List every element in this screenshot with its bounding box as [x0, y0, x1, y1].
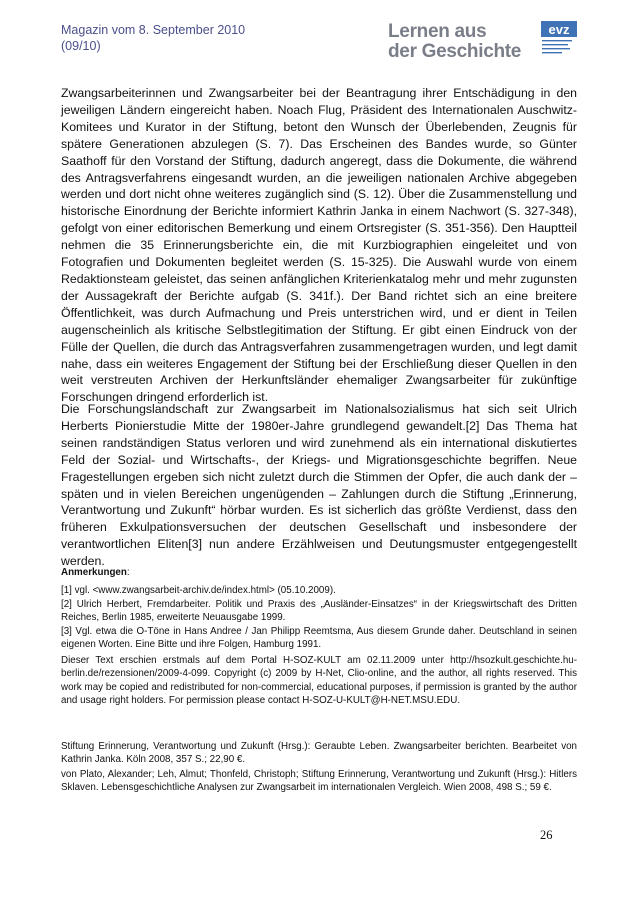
footnote-3: [3] Vgl. etwa die O-Töne in Hans Andree / Jan Philipp Reemtsma, Aus diesem Grunde daher. Deutschland in seinen eigenen Worten. Eine Bitte und ihre Folgen, Hamburg 1991. [61, 626, 577, 651]
page-number: 26 [540, 828, 553, 842]
brand-wordmark [388, 22, 521, 62]
evz-logo [540, 20, 578, 58]
notes-heading [61, 566, 577, 579]
issue-number: (09/10) [61, 39, 101, 53]
brand-line-2: der Geschichte [388, 41, 522, 62]
footnote-2: [2] Ulrich Herbert, Fremdarbeiter. Politik und Praxis des „Ausländer-Einsatzes“ in der Kriegswirtschaft des Dritten Reiches, Berlin 1985, erweiterte Neuausgabe 1999. [61, 599, 577, 624]
body-paragraph-2: Die Forschungslandschaft zur Zwangsarbeit im Nationalsozialismus hat sich seit Ulrich Herberts Pionierstudie Mitte der 1980er-Jahre grundlegend gewandelt.[2] Das Thema hat seinen randständigen Status verloren und wird zunehmend als ein international diskutiertes Feld der Sozial- und Wirtschafts-, der Kriegs- und Migrationsgeschichte begriffen. Neue Fragestellungen ergeben sich nicht zuletzt durch die Stimmen der Opfer, die auch dank der – späten und in vielen Bereichen ungenügenden – Zahlungen durch die Stiftung „Erinnerung, Verantwortung und Zukunft“ hörbar wurden. Es ist sicherlich das größte Verdienst, dass den früheren Exkulpationsversuchen der deutschen Gesellschaft und insbesondere der verantwortlichen Eliten[3] nun andere Erzählweisen und Deutungsmuster entgegengestellt werden. [61, 402, 577, 569]
svg-text:evz: evz [548, 22, 570, 37]
book-reference-1: Stiftung Erinnerung, Verantwortung und Zukunft (Hrsg.): Geraubte Leben. Zwangsarbeiter berichten. Bearbeitet von Kathrin Janka. Köln 2008, 357 S.; 22,90 €. [61, 741, 577, 766]
notes-heading-text: Anmerkungen [61, 567, 127, 578]
brand-line-1: Lernen aus [388, 21, 487, 42]
notes-heading-colon: : [126, 567, 130, 578]
issue-date-line: Magazin vom 8. September 2010 [61, 23, 246, 37]
footnote-1: [1] vgl. <www.zwangsarbeit-archiv.de/index.html> (05.10.2009). [61, 585, 336, 596]
issue-date [61, 22, 245, 54]
body-paragraph-1: Zwangsarbeiterinnen und Zwangsarbeiter bei der Beantragung ihrer Entschädigung in den jeweiligen Ländern eingereicht haben. Noach Flug, Präsident des Internationalen Auschwitz-Komitees und Kurator in der Stiftung, betont den Wunsch der Überlebenden, Zeugnis für spätere Generationen abzulegen (S. 7). Das Erscheinen des Bandes wurde, so Günter Saathoff für den Vorstand der Stiftung, dadurch angeregt, dass die Dokumente, die während des Antragsverfahrens eingesandt wurden, an die jeweiligen nationalen Archive abgegeben werden und dort nicht ohne weiteres zugänglich sind (S. 12). Über die Zusammenstellung und historische Einordnung der Berichte informiert Kathrin Janka in einem Nachwort (S. 327-348), gefolgt von einer editorischen Bemerkung und einem Ortsregister (S. 351-356). Den Hauptteil nehmen die 35 Erinnerungsberichte ein, die mit Kurzbiographien eingeleitet und von Fotografien und Dokumenten begleitet werden (S. 15-325). Die Auswahl wurde von einem Redaktionsteam geleistet, das seinen anfänglichen Kriterienkatalog mehr und mehr zugunsten der Aussagekraft der Berichte aufgab (S. 341f.). Der Band richtet sich an eine breitere Öffentlichkeit, was durch Aufmachung und Preis unterstrichen wird, und er dient in Teilen augenscheinlich als kritische Selbstlegitimation der Stiftung. Er gibt einen Eindruck von der Fülle der Quellen, die durch das Antragsverfahren zusammengetragen wurden, und legt damit nahe, dass ein weiteres Engagement der Stiftung bei der Erschließung dieser Quellen in den weit verstreuten Archiven der Herkunftsländer ehemaliger Zwangsarbeiter für zukünftige Forschungen dringend erforderlich ist. [61, 86, 577, 405]
publication-notice: Dieser Text erschien erstmals auf dem Portal H-SOZ-KULT am 02.11.2009 unter http://hsozkult.geschichte.hu-berlin.de/rezensionen/2009-4-099. Copyright (c) 2009 by H-Net, Clio-online, and the author, all rights reserved. This work may be copied and redistributed for non-commercial, educational purposes, if permission is granted by the author and usage right holders. For permission please contact H-SOZ-U-KULT@H-NET.MSU.EDU. [61, 655, 577, 706]
book-reference-2: von Plato, Alexander; Leh, Almut; Thonfeld, Christoph; Stiftung Erinnerung, Verantwortung und Zukunft (Hrsg.): Hitlers Sklaven. Lebensgeschichtliche Analysen zur Zwangsarbeit im internationalen Vergleich. Wien 2008, 498 S.; 59 €. [61, 769, 577, 794]
